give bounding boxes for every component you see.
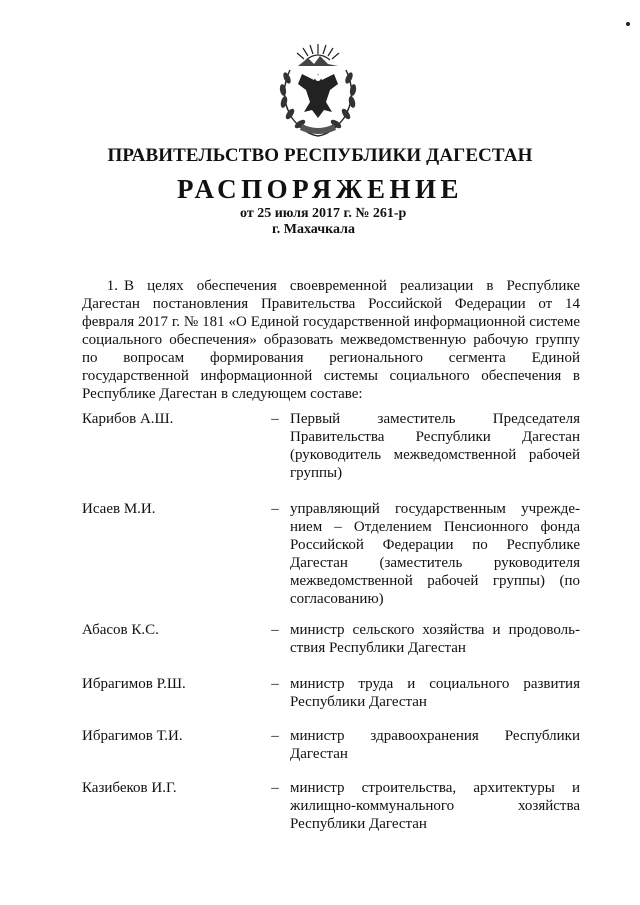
scan-mark	[626, 22, 630, 26]
member-name: Карибов А.Ш.	[82, 411, 174, 427]
member-name: Абасов К.С.	[82, 622, 159, 638]
member-role: министр строительства, архитектуры и жилищно-коммунального хозяйства Республики Дагестан	[290, 780, 580, 832]
intro-paragraph	[82, 277, 580, 403]
member-name: Исаев М.И.	[82, 501, 156, 517]
member-dash: –	[271, 676, 279, 692]
city-name: г. Махачкала	[272, 222, 355, 237]
member-name: Ибрагимов Р.Ш.	[82, 676, 186, 692]
dagestan-coat-of-arms-icon	[268, 40, 368, 142]
member-role: министр здравоохранения Республики Дагестан	[290, 728, 580, 762]
member-role: управляющий государственным учрежде-нием – Отделением Пенсионного фонда Российской Федерации по Республике Дагестан (заместитель руководителя межведомственной рабочей группы) (по согласованию)	[290, 501, 580, 607]
date-and-number: от 25 июля 2017 г. № 261-р	[240, 206, 407, 221]
member-dash: –	[271, 780, 279, 796]
member-role: министр труда и социального развития Республики Дагестан	[290, 676, 580, 710]
member-dash: –	[271, 622, 279, 638]
member-name: Казибеков И.Г.	[82, 780, 177, 796]
member-dash: –	[271, 411, 279, 427]
paragraph-text: В целях обеспечения своевременной реализации в Республике Дагестан постановления Правительства Российской Федерации от 14 февраля 2017 г. № 181 «О Единой государственной информационной системе социального обеспечения» образовать межведомственную рабочую группу по вопросам формирования регионального сегмента Единой государственной информационной системы социального обеспечения в Республике Дагестан в следующем составе:	[82, 278, 580, 402]
member-dash: –	[271, 501, 279, 517]
member-name: Ибрагимов Т.И.	[82, 728, 183, 744]
organization-title: ПРАВИТЕЛЬСТВО РЕСПУБЛИКИ ДАГЕСТАН	[107, 145, 533, 166]
member-dash: –	[271, 728, 279, 744]
member-role: министр сельского хозяйства и продоволь-ствия Республики Дагестан	[290, 622, 580, 656]
paragraph-number: 1.	[106, 278, 118, 294]
document-type-heading: РАСПОРЯЖЕНИЕ	[176, 174, 464, 204]
member-role: Первый заместитель Председателя Правительства Республики Дагестан (руководитель межведомственной рабочей группы)	[290, 411, 580, 481]
